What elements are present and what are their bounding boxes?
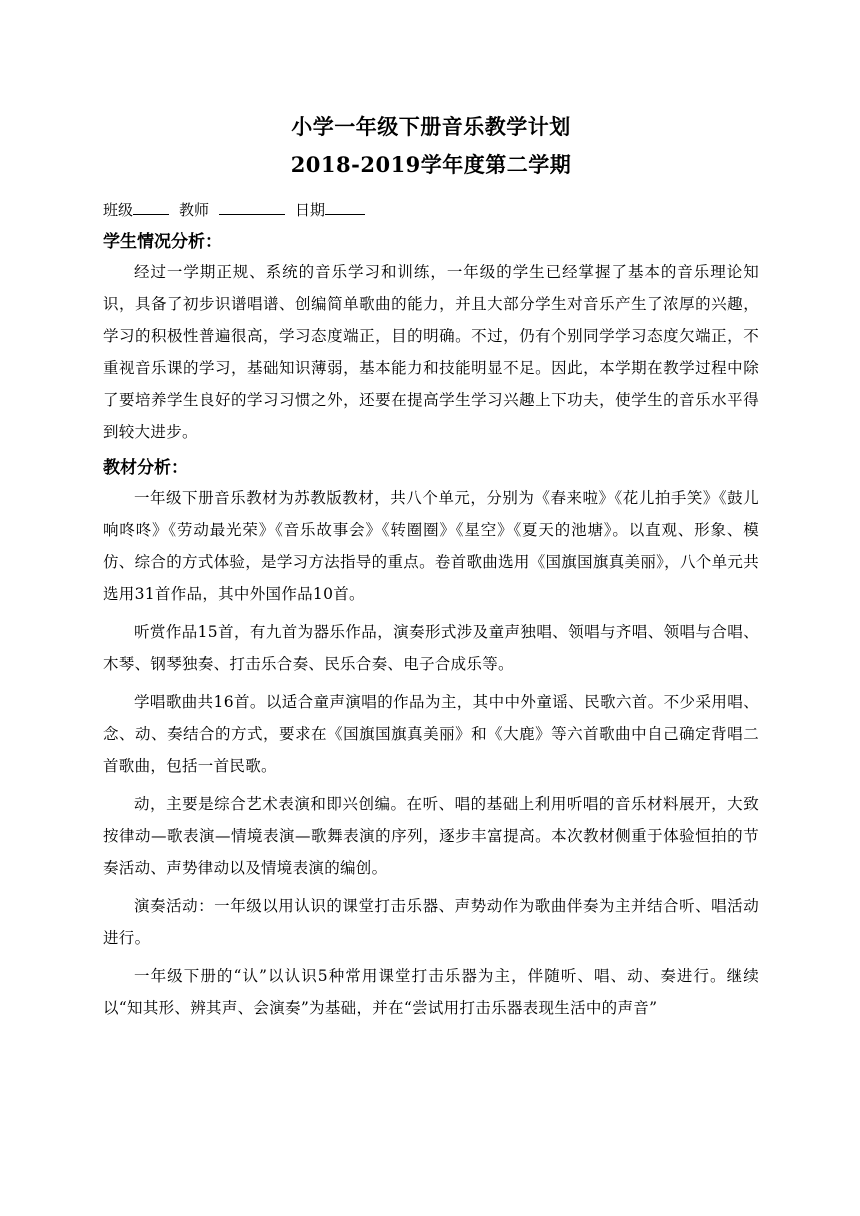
meta-line xyxy=(103,198,759,222)
paragraph-materials-1: 一年级下册音乐教材为苏教版教材，共八个单元，分别为《春来啦》《花儿拍手笑》《鼓儿响咚咚》《劳动最光荣》《音乐故事会》《转圈圈》《星空》《夏天的池塘》。以直观、形象、模仿、综合的方式体验，是学习方法指导的重点。卷首歌曲选用《国旗国旗真美丽》，八个单元共选用31首作品，其中外国作品10首。 xyxy=(103,489,759,603)
paragraph-materials-5: 演奏活动：一年级以用认识的课堂打击乐器、声势动作为歌曲伴奏为主并结合听、唱活动进行。 xyxy=(103,897,759,947)
document-title: 小学一年级下册音乐教学计划 xyxy=(291,114,571,139)
paragraph-materials-4: 动，主要是综合艺术表演和即兴创编。在听、唱的基础上利用听唱的音乐材料展开，大致按律动—歌表演—情境表演—歌舞表演的序列，逐步丰富提高。本次教材侧重于体验恒拍的节奏活动、声势律动以及情境表演的编创。 xyxy=(103,795,759,877)
paragraph-materials-2: 听赏作品15首，有九首为器乐作品，演奏形式涉及童声独唱、领唱与齐唱、领唱与合唱、木琴、钢琴独奏、打击乐合奏、民乐合奏、电子合成乐等。 xyxy=(103,623,759,673)
date-blank xyxy=(325,200,365,215)
document-subtitle: 2018-2019学年度第二学期 xyxy=(290,152,572,177)
paragraph-students: 经过一学期正规、系统的音乐学习和训练，一年级的学生已经掌握了基本的音乐理论知识，具备了初步识谱唱谱、创编简单歌曲的能力，并且大部分学生对音乐产生了浓厚的兴趣，学习的积极性普遍很高，学习态度端正，目的明确。不过，仍有个别同学学习态度欠端正，不重视音乐课的学习，基础知识薄弱，基本能力和技能明显不足。因此，本学期在教学过程中除了要培养学生良好的学习习惯之外，还要在提高学生学习兴趣上下功夫，使学生的音乐水平得到较大进步。 xyxy=(103,263,759,441)
class-label: 班级 xyxy=(103,201,134,219)
section-heading-materials: 教材分析： xyxy=(103,458,188,478)
section-heading-students: 学生情况分析： xyxy=(103,232,222,252)
paragraph-materials-6: 一年级下册的“认”以认识5种常用课堂打击乐器为主，伴随听、唱、动、奏进行。继续以“知其形、辨其声、会演奏”为基础，并在“尝试用打击乐器表现生活中的声音” xyxy=(103,967,759,1017)
teacher-blank xyxy=(219,200,285,215)
date-label: 日期 xyxy=(295,201,326,219)
class-blank xyxy=(133,200,169,215)
document-page xyxy=(103,108,759,1024)
teacher-label: 教师 xyxy=(179,201,210,219)
paragraph-materials-3: 学唱歌曲共16首。以适合童声演唱的作品为主，其中中外童谣、民歌六首。不少采用唱、念、动、奏结合的方式，要求在《国旗国旗真美丽》和《大鹿》等六首歌曲中自己确定背唱二首歌曲，包括一首民歌。 xyxy=(103,693,759,775)
